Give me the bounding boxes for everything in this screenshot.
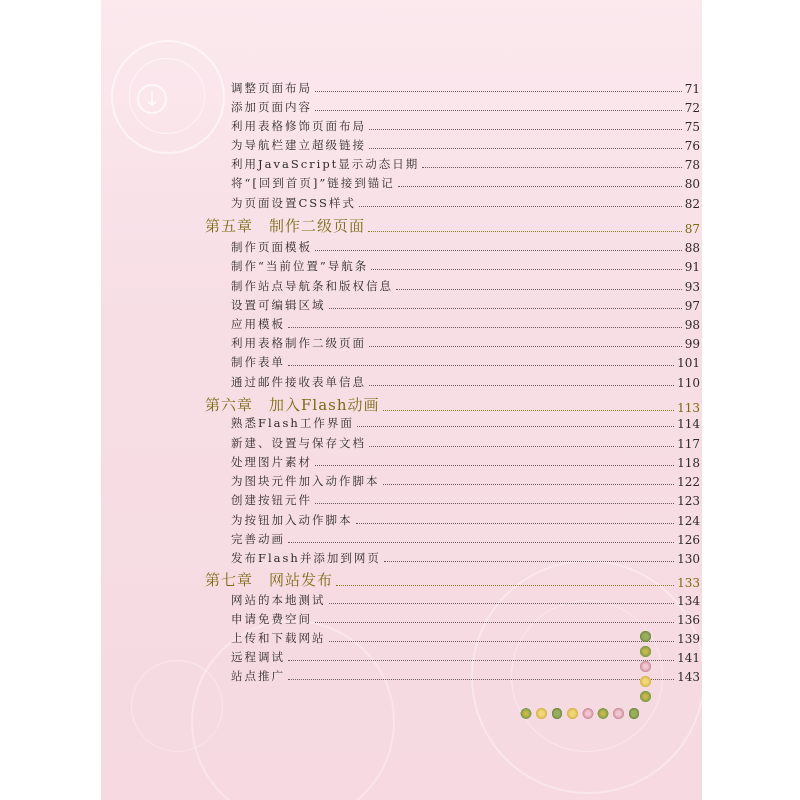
toc-entry: [231, 133, 700, 153]
toc-entry: [231, 411, 700, 431]
toc-entry-label: 完善动画: [231, 532, 285, 546]
toc-entry: [231, 274, 700, 294]
toc-entry: [231, 331, 700, 351]
toc-entry-label: 制作表单: [231, 355, 285, 369]
dot-leader: [288, 327, 682, 328]
dot-leader: [329, 308, 682, 309]
toc-page-number: 71: [684, 82, 700, 96]
dot-leader: [369, 385, 674, 386]
toc-page-number: 88: [684, 241, 700, 255]
download-arrow-icon: ↓: [137, 84, 167, 114]
toc-entry-label: 上传和下载网站: [231, 631, 326, 645]
toc-page-number: 130: [677, 552, 700, 566]
dot-leader: [383, 484, 675, 485]
flower-icon: [639, 645, 652, 658]
toc-entry-label: 发布Flash并添加到网页: [231, 551, 381, 565]
toc-entry-label: 利用表格修饰页面布局: [231, 119, 366, 133]
toc-entry-label: 熟悉Flash工作界面: [231, 416, 354, 430]
leaf-icon: [639, 630, 652, 643]
flower-icon: [639, 675, 652, 688]
toc-page-number: 114: [677, 417, 700, 431]
toc-page-number: 87: [684, 222, 700, 236]
toc-entry-label: 为图块元件加入动作脚本: [231, 474, 380, 488]
toc-entry-label: 设置可编辑区域: [231, 298, 326, 312]
toc-page-number: 110: [677, 376, 700, 390]
dot-leader: [369, 446, 674, 447]
toc-entry-label: 通过邮件接收表单信息: [231, 375, 366, 389]
toc-entry: [231, 191, 700, 211]
flower-icon: [597, 707, 609, 720]
toc-page-number: 75: [684, 120, 700, 134]
toc-entry: [231, 152, 700, 172]
flower-icon: [520, 707, 532, 720]
toc-entry-label: 站点推广: [231, 669, 285, 683]
leaf-icon: [628, 707, 640, 720]
dot-leader: [398, 186, 682, 187]
dot-leader: [336, 585, 674, 586]
floral-column: [636, 630, 654, 710]
toc-page-number: 143: [677, 670, 700, 684]
toc-chapter-title: 加入Flash动画: [269, 396, 380, 414]
toc-entry: [231, 235, 700, 255]
toc-chapter-label: [205, 215, 365, 236]
toc-entry: [231, 76, 700, 96]
toc-entry-label: 制作“当前位置”导航条: [231, 259, 369, 273]
toc-chapter-title: 制作二级页面: [269, 217, 366, 235]
dot-leader: [315, 110, 682, 111]
dot-leader: [288, 365, 674, 366]
toc-page-number: 72: [684, 101, 700, 115]
dot-leader: [357, 426, 674, 427]
toc-entry: [231, 254, 700, 274]
dot-leader: [288, 542, 674, 543]
dot-leader: [369, 148, 682, 149]
toc-page-number: 141: [677, 651, 700, 665]
toc-entry: [231, 312, 700, 332]
toc-page-number: 139: [677, 632, 700, 646]
toc-entry-label: 远程调试: [231, 650, 285, 664]
toc-page-number: 101: [677, 356, 700, 370]
leaf-icon: [551, 707, 563, 720]
flower-icon: [639, 690, 652, 703]
toc-entry: [231, 95, 700, 115]
toc-page-number: 136: [677, 613, 700, 627]
toc-entry: [231, 171, 700, 191]
toc-entry: [231, 469, 700, 489]
toc-page-number: 97: [684, 299, 700, 313]
flower-icon: [535, 707, 547, 720]
dot-leader: [315, 465, 674, 466]
toc-page-number: 118: [677, 456, 700, 470]
dot-leader: [315, 91, 682, 92]
toc-page-number: 76: [684, 139, 700, 153]
toc-entry-label: 处理图片素材: [231, 455, 312, 469]
toc-entry-label: 新建、设置与保存文档: [231, 436, 366, 450]
toc-entry: [231, 350, 700, 370]
toc-entry-label: 利用JavaScript显示动态日期: [231, 157, 420, 171]
toc-entry: [231, 588, 700, 608]
toc-page-number: 98: [684, 318, 700, 332]
toc-page-number: 91: [684, 260, 700, 274]
toc-entry-label: 申请免费空间: [231, 612, 312, 626]
floral-corner-ornament: [520, 630, 700, 720]
floral-row: [520, 704, 640, 722]
dot-leader: [359, 206, 682, 207]
dot-leader: [369, 346, 682, 347]
toc-chapter-number: 第五章: [205, 217, 254, 235]
toc-entry-label: 制作页面模板: [231, 240, 312, 254]
toc-page-number: 82: [684, 197, 700, 211]
toc-entry-label: 制作站点导航条和版权信息: [231, 279, 393, 293]
flower-icon: [612, 707, 624, 720]
toc-entry-label: 为按钮加入动作脚本: [231, 513, 353, 527]
toc-page-number: 99: [684, 337, 700, 351]
dot-leader: [329, 603, 675, 604]
toc-page-number: 117: [677, 437, 700, 451]
toc-entry: [231, 508, 700, 528]
toc-page-number: 133: [677, 576, 700, 590]
toc-entry-label: 调整页面布局: [231, 81, 312, 95]
toc-page-number: 123: [677, 494, 700, 508]
toc-entry: [231, 431, 700, 451]
dot-leader: [422, 167, 681, 168]
toc-chapter-title: 网站发布: [269, 571, 334, 589]
toc-entry: [231, 293, 700, 313]
toc-chapter-heading: [205, 214, 700, 236]
dot-leader: [371, 269, 681, 270]
flower-icon: [566, 707, 578, 720]
dot-leader: [315, 622, 674, 623]
toc-chapter-number: 第六章: [205, 396, 254, 414]
toc-page-number: 113: [677, 401, 700, 415]
dot-leader: [315, 503, 674, 504]
toc-chapter-label: [205, 569, 333, 590]
toc-page-number: 124: [677, 514, 700, 528]
dot-leader: [369, 129, 682, 130]
toc-page-number: 126: [677, 533, 700, 547]
toc-entry: [231, 370, 700, 390]
dot-leader: [396, 289, 682, 290]
toc-page-number: 80: [684, 177, 700, 191]
toc-page: [101, 0, 702, 800]
dot-leader: [368, 231, 682, 232]
toc-entry: [231, 527, 700, 547]
toc-entry-label: 网站的本地测试: [231, 593, 326, 607]
toc-chapter-heading: [205, 568, 700, 590]
toc-entry-label: 创建按钮元件: [231, 493, 312, 507]
toc-page-number: 122: [677, 475, 700, 489]
toc-entry-label: 为页面设置CSS样式: [231, 196, 356, 210]
toc-page-number: 93: [684, 280, 700, 294]
flower-icon: [582, 707, 594, 720]
toc-entry: [231, 607, 700, 627]
toc-entry: [231, 114, 700, 134]
dot-leader: [315, 250, 682, 251]
toc-entry: [231, 450, 700, 470]
toc-chapter-number: 第七章: [205, 571, 254, 589]
toc-entry-label: 将“[回到首页]”链接到锚记: [231, 176, 395, 190]
dot-leader: [356, 523, 675, 524]
toc-entry: [231, 488, 700, 508]
toc-entry-label: 添加页面内容: [231, 100, 312, 114]
toc-entry-label: 应用模板: [231, 317, 285, 331]
toc-entry-label: 利用表格制作二级页面: [231, 336, 366, 350]
flower-icon: [639, 660, 652, 673]
dot-leader: [384, 561, 674, 562]
toc-page-number: 134: [677, 594, 700, 608]
toc-page-number: 78: [684, 158, 700, 172]
toc-entry-label: 为导航栏建立超级链接: [231, 138, 366, 152]
toc-entry: [231, 546, 700, 566]
